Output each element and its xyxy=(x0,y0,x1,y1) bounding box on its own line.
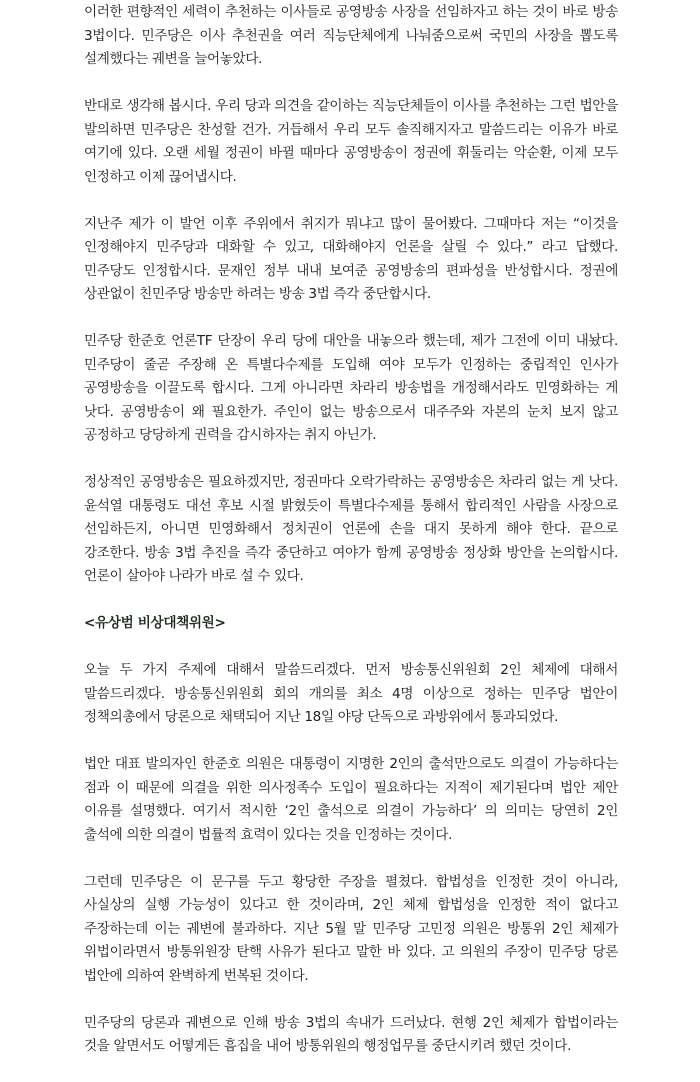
paragraph: 이러한 편향적인 세력이 추천하는 이사들로 공영방송 사장을 선임하자고 하는 것이 바로 방송 3법이다. 민주당은 이사 추천권을 여러 직능단체에게 나눠줌으로써 국민의 사장을 뽑도록 설계했다는 궤변을 늘어놓았다. xyxy=(84,4,618,67)
paragraph: 법안 대표 발의자인 한준호 의원은 대통령이 지명한 2인의 출석만으로도 의결이 가능하다는 점과 이 때문에 의결을 위한 의사정족수 도입이 필요하다는 지적이 제기된다며 법안 제안 이유를 설명했다. 여기서 적시한 ‘2인 출석으로 의결이 가능하다’ 의 의미는 당연히 2인 출석에 의한 의결이 법률적 효력이 있다는 것을 인정하는 것이다. xyxy=(84,756,618,843)
document-body xyxy=(84,1,618,1082)
paragraph: 오늘 두 가지 주제에 대해서 말씀드리겠다. 먼저 방송통신위원회 2인 체제에 대해서 말씀드리겠다. 방송통신위원회 회의 개의를 최소 4명 이상으로 정하는 민주당 법안이 정책의총에서 당론으로 채택되어 지난 18일 야당 단독으로 과방위에서 통과되었다. xyxy=(84,662,618,725)
paragraph: 민주당의 당론과 궤변으로 인해 방송 3법의 속내가 드러났다. 현행 2인 체제가 합법이라는 것을 알면서도 어떻게든 흠집을 내어 방통위원의 행정업무를 중단시키려 했던 것이다. xyxy=(84,1014,618,1054)
paragraph: 정상적인 공영방송은 필요하겠지만, 정권마다 오락가락하는 공영방송은 차라리 없는 게 낫다. 윤석열 대통령도 대선 후보 시절 밝혔듯이 특별다수제를 통해서 합리적인 사람을 사장으로 선임하든지, 아니면 민영화해서 정치권이 언론에 손을 대지 못하게 해야 한다. 끝으로 강조한다. 방송 3법 추진을 즉각 중단하고 여야가 함께 공영방송 정상화 방안을 논의합시다. 언론이 살아야 나라가 바로 설 수 있다. xyxy=(84,474,618,584)
paragraph: 그런데 민주당은 이 문구를 두고 황당한 주장을 펼쳤다. 합법성을 인정한 것이 아니라, 사실상의 실행 가능성이 있다고 한 것이라며, 2인 체제 합법성을 인정한 적이 없다고 주장하는데 이는 궤변에 불과하다. 지난 5월 말 민주당 고민정 의원은 방통위 2인 체제가 위법이라면서 방통위원장 탄핵 사유가 된다고 말한 바 있다. 고 의원의 주장이 민주당 당론 법안에 의하여 완벽하게 번복된 것이다. xyxy=(84,873,618,984)
speaker-heading: <유상범 비상대책위원> xyxy=(84,615,226,631)
paragraph: 지난주 제가 이 발언 이후 주위에서 취지가 뭐냐고 많이 물어봤다. 그때마다 저는 “이것을 인정해야지 민주당과 대화할 수 있고, 대화해야지 언론을 살릴 수 있다.” 라고 답했다. 민주당도 인정합시다. 문재인 정부 내내 보여준 공영방송의 편파성을 반성합시다. 정권에 상관없이 친민주당 방송만 하려는 방송 3법 즉각 중단합시다. xyxy=(84,215,618,302)
paragraph: 반대로 생각해 봅시다. 우리 당과 의견을 같이하는 직능단체들이 이사를 추천하는 그런 법안을 발의하면 민주당은 찬성할 건가. 거듭해서 우리 모두 솔직해지자고 말씀드리는 이유가 바로 여기에 있다. 오랜 세월 정권이 바뀔 때마다 공영방송이 정권에 휘둘리는 악순환, 이제 모두 인정하고 이제 끊어냅시다. xyxy=(84,98,618,185)
paragraph: 민주당 한준호 언론TF 단장이 우리 당에 대안을 내놓으라 했는데, 제가 그전에 이미 내놨다. 민주당이 줄곧 주장해 온 특별다수제를 도입해 여야 모두가 인정하는 중립적인 인사가 공영방송을 이끌도록 합시다. 그게 아니라면 차라리 방송법을 개정해서라도 민영화하는 게 낫다. 공영방송이 왜 필요한가. 주인이 없는 방송으로서 대주주와 자본의 눈치 보지 않고 공정하고 당당하게 권력을 감시하자는 취지 아닌가. xyxy=(84,333,618,443)
